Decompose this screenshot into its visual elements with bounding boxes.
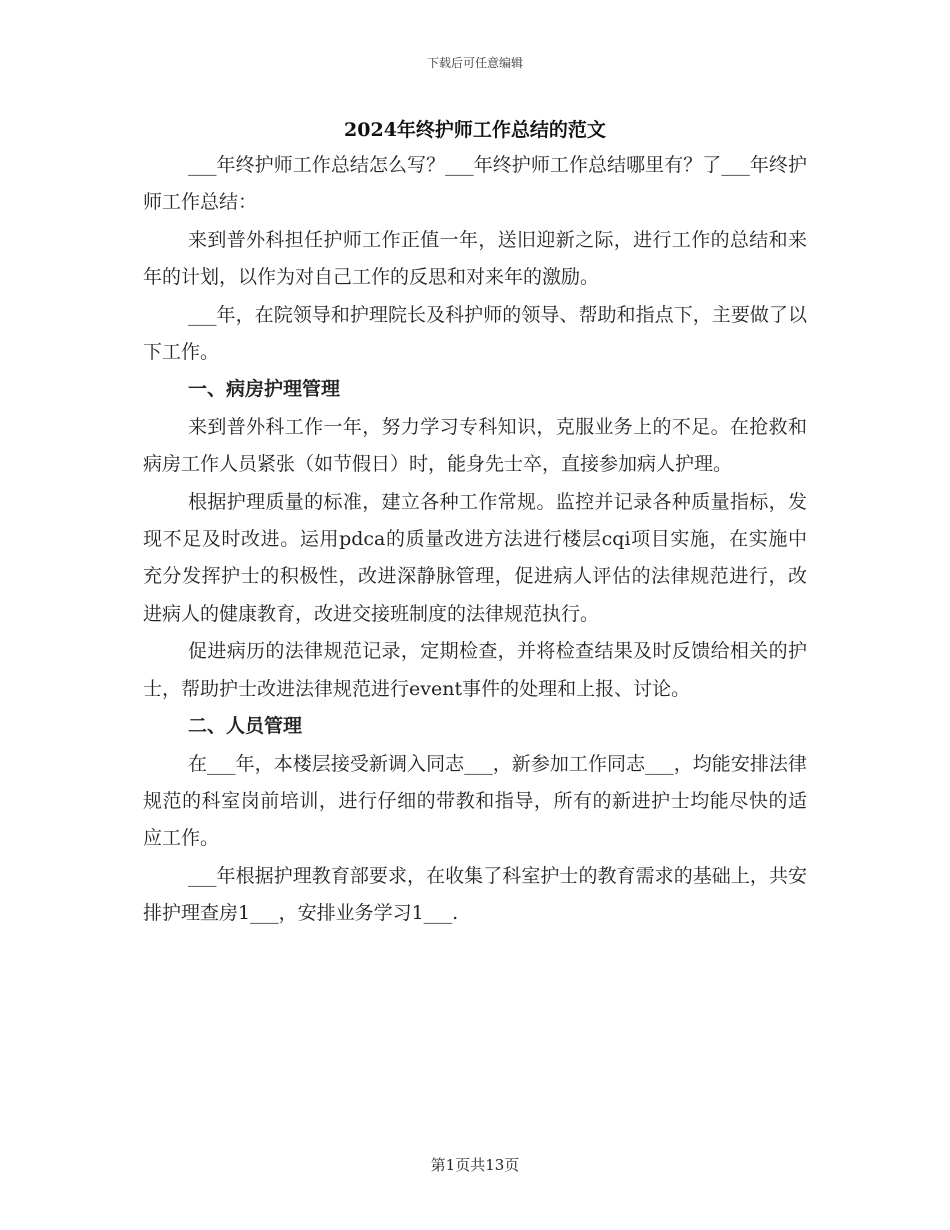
body-paragraph: 根据护理质量的标准，建立各种工作常规。监控并记录各种质量指标，发现不足及时改进。运用pdca的质量改进方法进行楼层cqi项目实施，在实施中充分发挥护士的积极性，改进深静脉管理，促进病人评估的法律规范进行，改进病人的健康教育，改进交接班制度的法律规范执行。	[143, 490, 807, 625]
body-paragraph: 在___年，本楼层接受新调入同志___，新参加工作同志___，均能安排法律规范的科室岗前培训，进行仔细的带教和指导，所有的新进护士均能尽快的适应工作。	[143, 752, 807, 850]
section-heading-staff-management: 二、人员管理	[188, 715, 303, 738]
document-body	[143, 147, 807, 933]
document-title: 2024年终护师工作总结的范文	[344, 119, 606, 141]
body-paragraph: 来到普外科工作一年，努力学习专科知识，克服业务上的不足。在抢救和病房工作人员紧张（如节假日）时，能身先士卒，直接参加病人护理。	[143, 415, 807, 476]
body-paragraph: 来到普外科担任护师工作正值一年，送旧迎新之际，进行工作的总结和来年的计划，以作为对自己工作的反思和对来年的激励。	[143, 228, 807, 289]
body-paragraph: ___年根据护理教育部要求，在收集了科室护士的教育需求的基础上，共安排护理查房1___，安排业务学习1___.	[143, 864, 807, 925]
body-paragraph: ___年，在院领导和护理院长及科护师的领导、帮助和指点下，主要做了以下工作。	[143, 303, 807, 364]
page-footer: 第1页共13页	[430, 1156, 520, 1174]
intro-paragraph: ___年终护师工作总结怎么写？___年终护师工作总结哪里有？了___年终护师工作总结：	[143, 154, 807, 214]
body-paragraph: 促进病历的法律规范记录，定期检查，并将检查结果及时反馈给相关的护士，帮助护士改进法律规范进行event事件的处理和上报、讨论。	[143, 640, 807, 700]
page-header: 下载后可任意编辑	[426, 56, 523, 70]
section-heading-ward-management: 一、病房护理管理	[188, 378, 341, 401]
